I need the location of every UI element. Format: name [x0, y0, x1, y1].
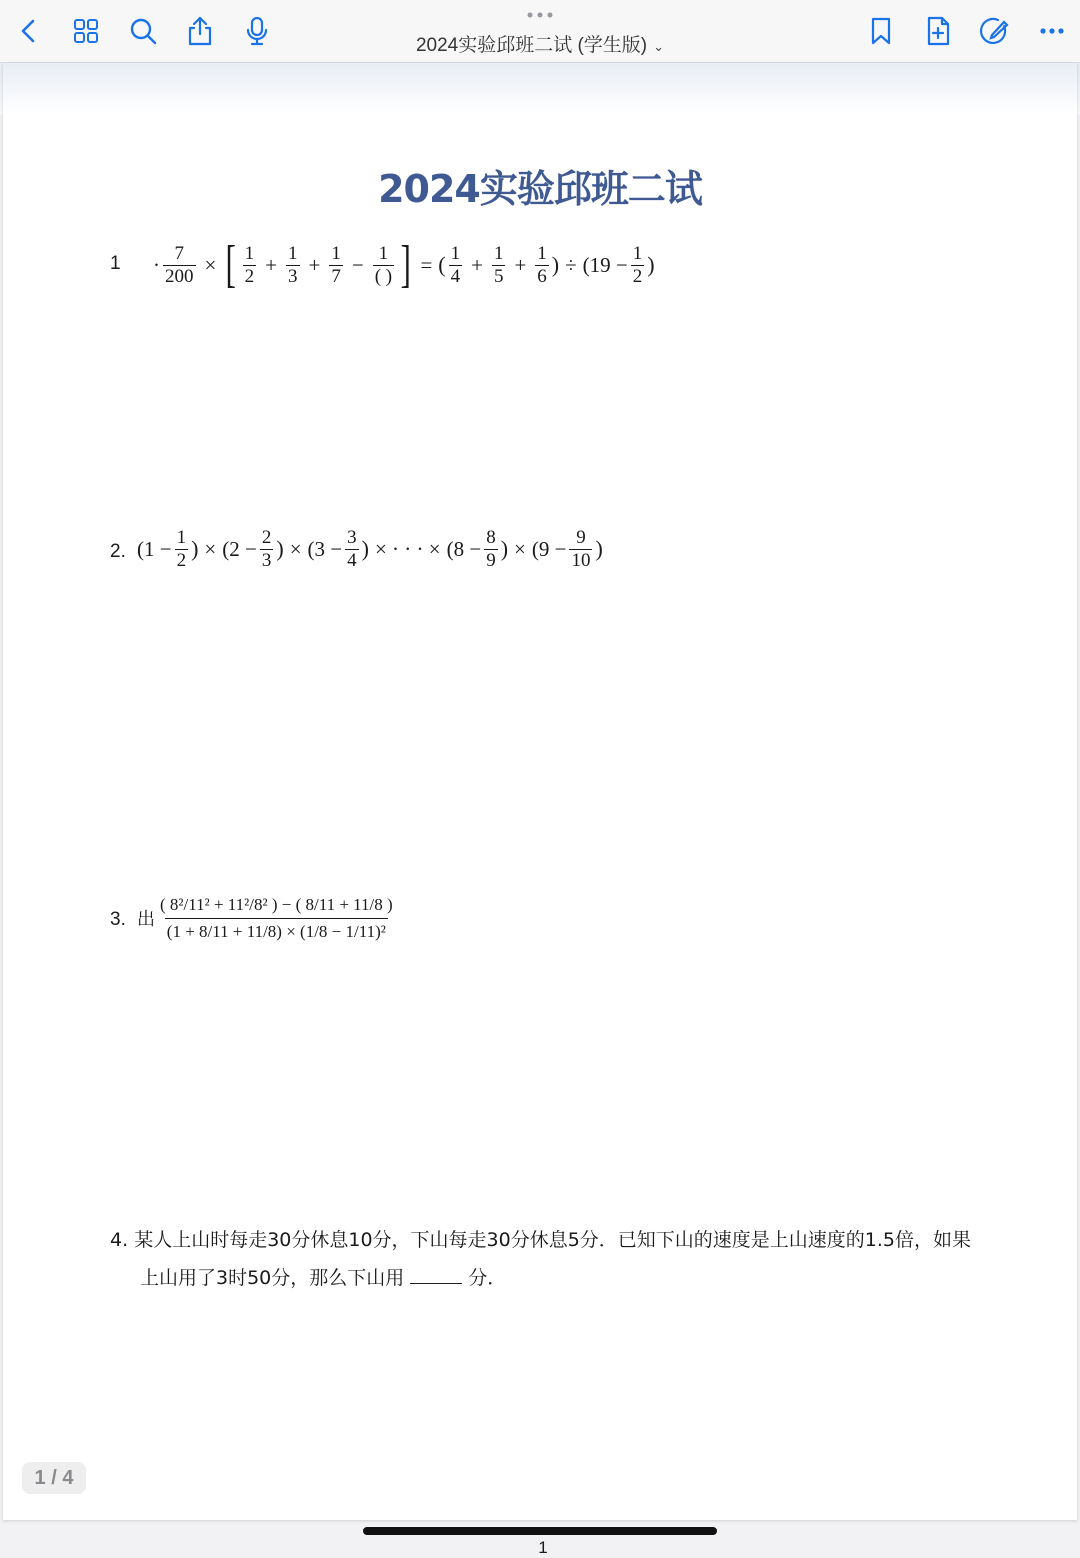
- drag-handle-icon[interactable]: [525, 8, 555, 20]
- numerator: 1: [537, 242, 547, 264]
- fraction: [286, 243, 300, 288]
- term: (8 −: [446, 536, 482, 561]
- term: (3 −: [307, 536, 343, 561]
- paren: (: [438, 252, 446, 277]
- fraction: [535, 243, 549, 288]
- search-icon[interactable]: [126, 14, 160, 48]
- denominator: 7: [331, 265, 341, 287]
- fraction: [492, 243, 506, 288]
- fraction: [373, 243, 394, 288]
- paren: ): [361, 536, 369, 562]
- numerator: ( 8²/11² + 11²/8² ) − ( 8/11 + 11/8 ): [160, 895, 393, 914]
- left-bracket: [: [225, 236, 237, 293]
- operator: ×: [514, 536, 526, 561]
- fraction: [329, 243, 343, 288]
- denominator: 4: [450, 265, 461, 287]
- question-2-number: 2.: [110, 541, 126, 562]
- paren: ): [551, 252, 560, 277]
- operator: −: [351, 252, 364, 277]
- denominator: 3: [288, 265, 298, 287]
- toolbar: [0, 0, 1080, 63]
- back-icon[interactable]: [12, 14, 46, 48]
- question-2-expression: [137, 527, 603, 572]
- numerator: 1: [450, 242, 461, 264]
- denominator: 2: [244, 265, 255, 287]
- fraction: [163, 243, 196, 288]
- term: (19 −: [582, 252, 628, 277]
- numerator: 9: [576, 527, 586, 548]
- fraction: [569, 527, 592, 572]
- denominator: 3: [261, 549, 272, 571]
- numerator: 1: [378, 242, 389, 264]
- denominator: (1 + 8/11 + 11/8) × (1/8 − 1/11)²: [165, 918, 388, 942]
- add-page-icon[interactable]: [921, 14, 955, 48]
- fraction: [345, 527, 359, 572]
- page-indicator[interactable]: 1 / 4: [22, 1462, 86, 1494]
- chevron-down-icon: ⌄: [653, 39, 665, 54]
- fraction: [243, 243, 257, 288]
- numerator: 1: [288, 242, 298, 264]
- denominator: 5: [493, 265, 504, 287]
- numerator: 7: [174, 242, 184, 264]
- markup-icon[interactable]: [978, 14, 1012, 48]
- question-3-expression: [137, 895, 398, 941]
- paren: ): [276, 536, 284, 562]
- more-icon[interactable]: [1035, 14, 1069, 48]
- operator: =: [420, 252, 433, 277]
- numerator: 2: [261, 527, 272, 548]
- operator: +: [308, 252, 321, 277]
- numerator: 8: [486, 527, 496, 548]
- document-title: 2024实验邱班二试 (学生版): [415, 35, 648, 56]
- term: (9 −: [531, 536, 567, 561]
- denominator: 6: [537, 265, 547, 287]
- home-indicator[interactable]: [363, 1527, 717, 1535]
- right-bracket: ]: [400, 236, 411, 293]
- fraction: [449, 243, 463, 288]
- numerator: 1: [493, 242, 504, 264]
- fraction: [260, 527, 274, 572]
- numerator: 1: [176, 527, 187, 548]
- fraction: [175, 527, 189, 572]
- page-number: 1: [538, 1538, 548, 1557]
- question-1-number: 1: [110, 253, 121, 274]
- question-4-number: 4.: [110, 1229, 129, 1251]
- denominator: ( ): [374, 265, 393, 287]
- numerator: 3: [347, 527, 357, 548]
- question-4: [110, 1221, 980, 1297]
- page-header-band: [3, 63, 1077, 113]
- question-4-text: 分．: [468, 1267, 507, 1289]
- denominator: 2: [632, 265, 643, 287]
- question-4-line-1: [110, 1221, 980, 1259]
- share-icon[interactable]: [183, 14, 217, 48]
- microphone-icon[interactable]: [240, 14, 274, 48]
- numerator: 1: [331, 242, 341, 264]
- fraction: [631, 243, 645, 288]
- q1-dot: ·: [153, 252, 160, 277]
- question-4-text: 上山用了3时50分，那么下山用: [140, 1267, 405, 1289]
- paren: ): [595, 536, 603, 562]
- denominator: 2: [176, 549, 187, 571]
- big-fraction: [158, 895, 395, 941]
- document-title-menu[interactable]: [340, 30, 740, 57]
- grid-icon[interactable]: [69, 14, 103, 48]
- answer-blank: [410, 1263, 462, 1284]
- denominator: 4: [347, 549, 357, 571]
- paren: ): [647, 252, 655, 277]
- denominator: 200: [165, 265, 194, 287]
- term: (2 −: [222, 536, 257, 561]
- fraction: [484, 527, 498, 572]
- question-4-text: 某人上山时每走30分休息10分，下山每走30分休息5分．已知下山的速度是上山速度的1.5倍，如果: [134, 1229, 972, 1251]
- term: (1 −: [137, 536, 172, 561]
- paren: ): [191, 536, 199, 562]
- q3-prefix: 出: [137, 909, 155, 931]
- operator: +: [265, 252, 278, 277]
- operator: +: [514, 252, 527, 277]
- question-1-expression: [153, 236, 655, 293]
- page-title: 2024实验邱班二试: [378, 167, 702, 211]
- numerator: 1: [632, 242, 643, 264]
- numerator: 1: [244, 242, 255, 264]
- operator: ×: [289, 536, 302, 561]
- denominator: 9: [486, 549, 496, 571]
- operator: +: [471, 252, 483, 277]
- operator: ÷: [565, 252, 577, 277]
- question-3-number: 3.: [110, 909, 126, 930]
- ellipsis: × · · · ×: [374, 536, 441, 561]
- document-page[interactable]: [3, 63, 1077, 1557]
- question-4-line-2: [110, 1259, 980, 1297]
- paren: ): [500, 536, 509, 562]
- denominator: 10: [571, 549, 591, 571]
- bookmark-icon[interactable]: [864, 14, 898, 48]
- operator: ×: [204, 536, 217, 561]
- operator: ×: [204, 252, 217, 277]
